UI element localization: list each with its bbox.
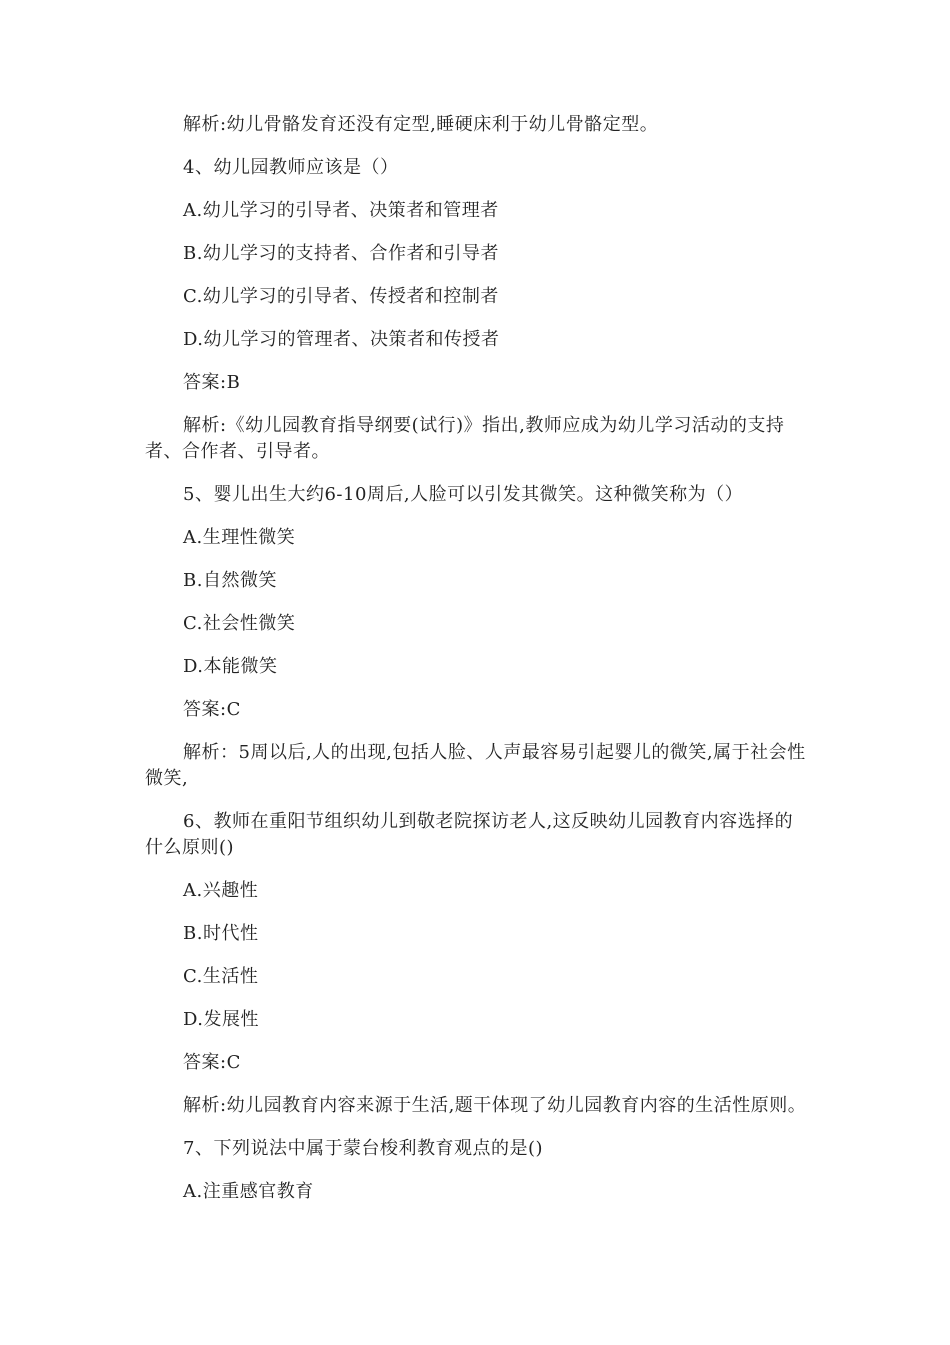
option-c: C.生活性	[183, 966, 259, 987]
answer: 答案:B	[183, 372, 241, 393]
option-b: B.自然微笑	[183, 570, 277, 591]
option-b: B.幼儿学习的支持者、合作者和引导者	[183, 243, 499, 264]
option-d: D.本能微笑	[183, 656, 278, 677]
answer: 答案:C	[183, 699, 241, 720]
analysis-paragraph: 解析:幼儿骨骼发育还没有定型,睡硬床利于幼儿骨骼定型。	[183, 114, 659, 135]
option-c: C.幼儿学习的引导者、传授者和控制者	[183, 286, 499, 307]
analysis-paragraph: 解析：5周以后,人的出现,包括人脸、人声最容易引起婴儿的微笑,属于社会性微笑,	[145, 742, 806, 789]
question-4: 4、幼儿园教师应该是（）	[183, 157, 399, 178]
option-c: C.社会性微笑	[183, 613, 296, 634]
option-a: A.兴趣性	[183, 880, 259, 901]
option-a: A.注重感官教育	[183, 1181, 314, 1202]
analysis-paragraph: 解析:幼儿园教育内容来源于生活,题干体现了幼儿园教育内容的生活性原则。	[183, 1095, 807, 1116]
answer: 答案:C	[183, 1052, 241, 1073]
question-7: 7、下列说法中属于蒙台梭利教育观点的是()	[183, 1138, 543, 1159]
option-d: D.幼儿学习的管理者、决策者和传授者	[183, 329, 500, 350]
question-5: 5、婴儿出生大约6-10周后,人脸可以引发其微笑。这种微笑称为（）	[183, 484, 744, 505]
analysis-paragraph: 解析:《幼儿园教育指导纲要(试行)》指出,教师应成为幼儿学习活动的支持者、合作者、引导者。	[145, 415, 785, 462]
question-6: 6、教师在重阳节组织幼儿到敬老院探访老人,这反映幼儿园教育内容选择的什么原则()	[145, 811, 794, 858]
option-d: D.发展性	[183, 1009, 260, 1030]
option-b: B.时代性	[183, 923, 259, 944]
option-a: A.幼儿学习的引导者、决策者和管理者	[183, 200, 499, 221]
document-body	[145, 112, 810, 1222]
option-a: A.生理性微笑	[183, 527, 296, 548]
